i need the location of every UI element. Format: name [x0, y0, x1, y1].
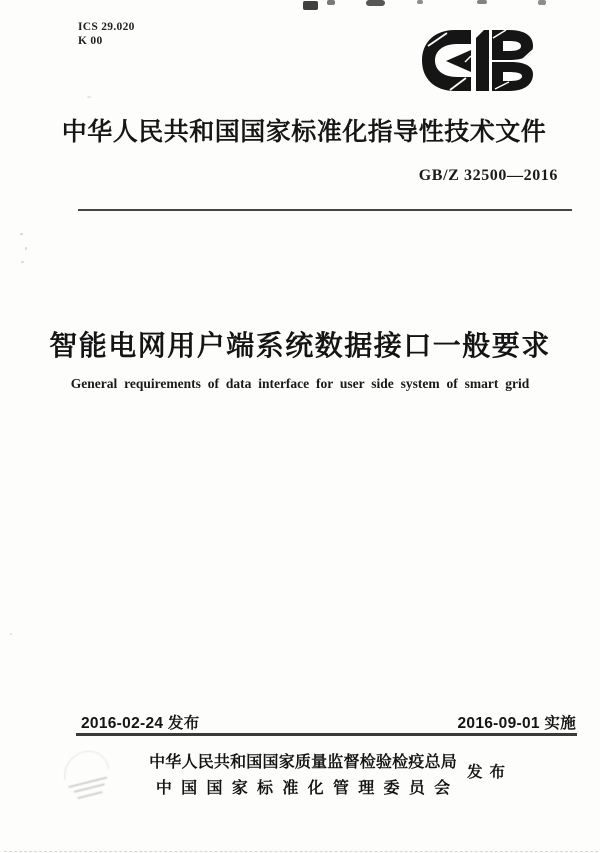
dates-row	[81, 711, 576, 733]
release-date: 2016-02-24 发布	[81, 715, 200, 732]
standard-type-banner: 中华人民共和国国家标准化指导性技术文件	[61, 119, 547, 146]
issuer-block	[149, 749, 460, 798]
scan-artifact	[21, 261, 24, 263]
document-title-zh: 智能电网用户端系统数据接口一般要求	[49, 330, 551, 361]
issued-label: 发布	[467, 764, 513, 781]
scan-edge-noise	[4, 851, 598, 852]
anti-counterfeit-stamp	[51, 743, 127, 822]
footer-rule	[76, 733, 577, 736]
ics-code: ICS 29.020	[78, 21, 135, 33]
scan-artifact	[477, 0, 487, 4]
issuer-name-secondary: 中国国家标准化管理委员会	[155, 780, 460, 797]
classification-code: K 00	[78, 35, 103, 47]
scan-artifact	[366, 0, 385, 6]
gb-logo	[421, 29, 534, 92]
header-rule	[78, 209, 572, 211]
scan-artifact	[87, 96, 91, 98]
ics-block	[78, 20, 135, 48]
scan-artifact	[538, 0, 546, 5]
implementation-date: 2016-09-01 实施	[457, 715, 576, 732]
scan-artifact	[25, 247, 27, 250]
standard-number: GB/Z 32500—2016	[418, 167, 558, 184]
scan-artifact	[327, 0, 335, 5]
issuer-name-primary: 中华人民共和国国家质量监督检验检疫总局	[149, 754, 457, 771]
document-title-en: General requirements of data interface for user side system of smart grid	[70, 376, 530, 391]
scan-artifact	[417, 0, 423, 4]
scan-artifact	[303, 1, 318, 10]
scan-artifact	[10, 633, 12, 635]
gb-logo-icon	[421, 29, 534, 92]
scan-artifact	[20, 233, 23, 235]
